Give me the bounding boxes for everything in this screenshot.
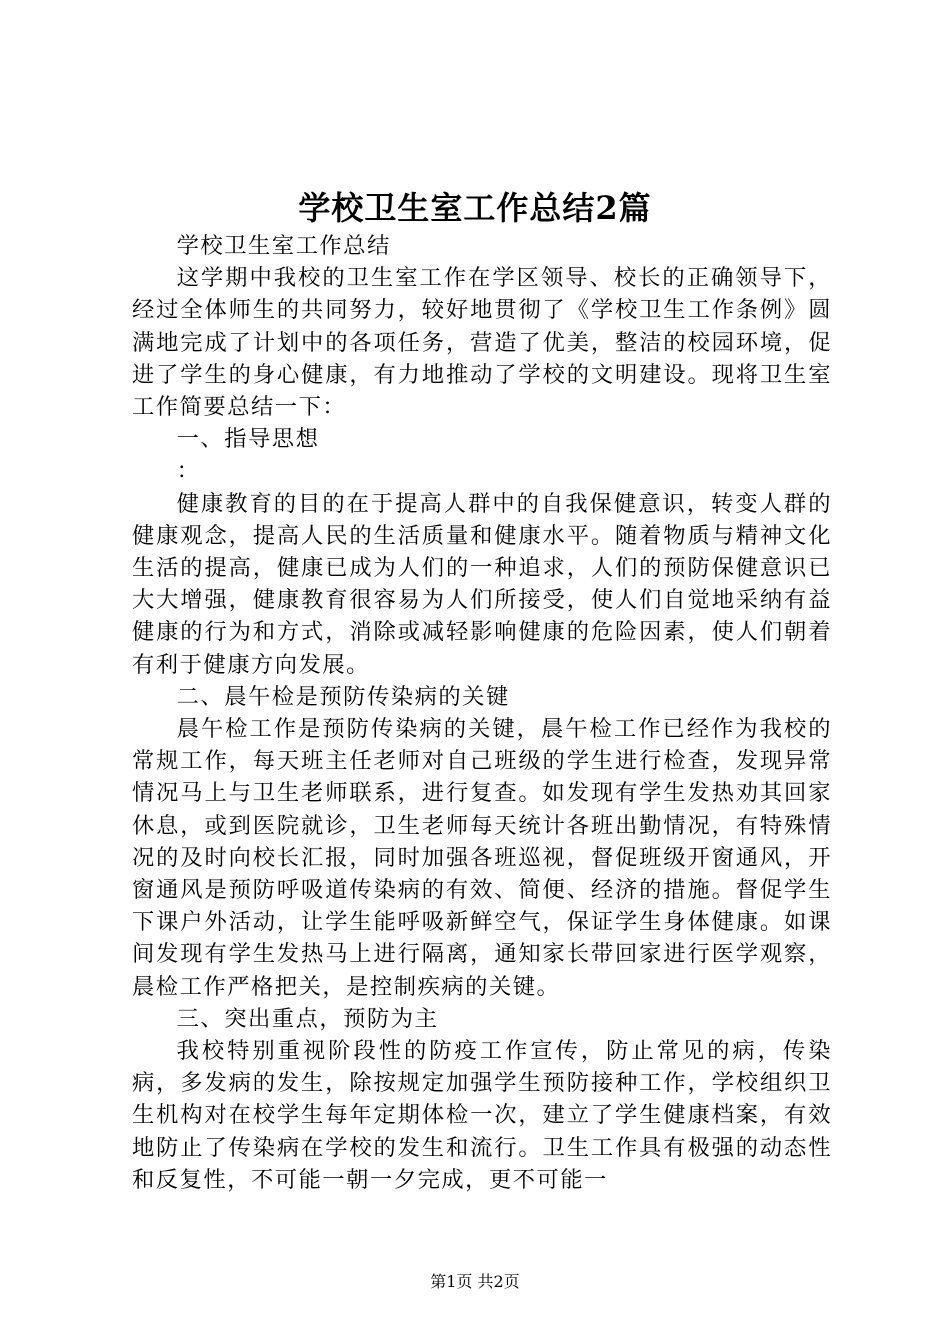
paragraph-subtitle: 学校卫生室工作总结 — [176, 233, 391, 259]
section-heading-1: 一、指导思想 — [176, 426, 320, 453]
document-body — [132, 230, 832, 1196]
document-title: 学校卫生室工作总结2篇 — [298, 189, 652, 227]
paragraph-prevention: 我校特别重视阶段性的防疫工作宣传，防止常见的病，传染病，多发病的发生，除按规定加强学生预防接种工作，学校组织卫生机构对在校学生每年定期体检一次，建立了学生健康档案，有效地防止了传染病在学校的发生和流行。卫生工作具有极强的动态性和反复性，不可能一朝一夕完成，更不可能一 — [132, 1038, 832, 1193]
section-heading-3: 三、突出重点，预防为主 — [176, 1005, 439, 1032]
page-footer: 第1页 共2页 — [430, 1272, 520, 1291]
paragraph-intro: 这学期中我校的卫生室工作在学区领导、校长的正确领导下，经过全体师生的共同努力，较好地贯彻了《学校卫生工作条例》圆满地完成了计划中的各项任务，营造了优美，整洁的校园环境，促进了学生的身心健康，有力地推动了学校的文明建设。现将卫生室工作简要总结一下： — [132, 265, 832, 421]
paragraph-colon: ： — [176, 458, 201, 485]
section-heading-2: 二、晨午检是预防传染病的关键 — [176, 683, 510, 710]
paragraph-morning-check: 晨午检工作是预防传染病的关键，晨午检工作已经作为我校的常规工作，每天班主任老师对自己班级的学生进行检查，发现异常情况马上与卫生老师联系，进行复查。如发现有学生发热劝其回家休息，或到医院就诊，卫生老师每天统计各班出勤情况，有特殊情况的及时向校长汇报，同时加强各班巡视，督促班级开窗通风，开窗通风是预防呼吸道传染病的有效、简便、经济的措施。督促学生下课户外活动，让学生能呼吸新鲜空气，保证学生身体健康。如课间发现有学生发热马上进行隔离，通知家长带回家进行医学观察，晨检工作严格把关，是控制疾病的关键。 — [132, 716, 832, 1000]
paragraph-health-education: 健康教育的目的在于提高人群中的自我保健意识，转变人群的健康观念，提高人民的生活质量和健康水平。随着物质与精神文化生活的提高，健康已成为人们的一种追求，人们的预防保健意识已大大增强，健康教育很容易为人们所接受，使人们自觉地采纳有益健康的行为和方式，消除或减轻影响健康的危险因素，使人们朝着有利于健康方向发展。 — [132, 490, 832, 678]
